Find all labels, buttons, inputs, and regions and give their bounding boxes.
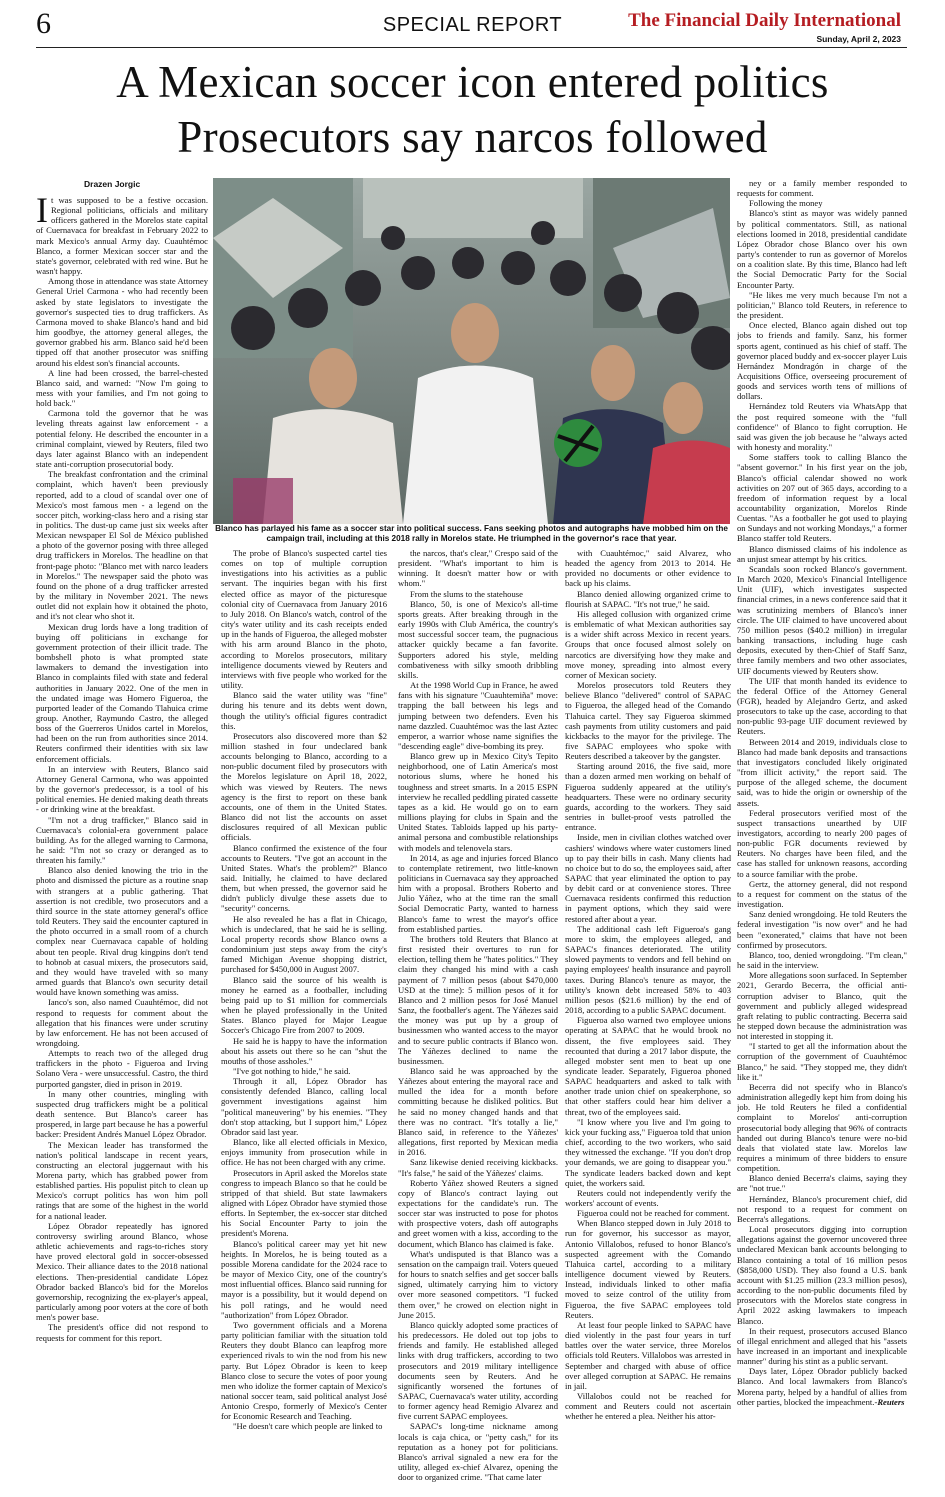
- paragraph: Blanco denied allowing organized crime to flourish at SAPAC. "It's not true," he said.: [565, 588, 731, 609]
- paragraph: Some staffers took to calling Blanco the "absent governor." In his first year on the job, Blanco's official calendar showed no work activities on 207 out of 365 days, according to a freedom of information request by a local accountability organization, Morelos Rinde Cuentas. "As a footballer he got used to playing on Sundays and not working Mondays," a former Blanco staffer told Reuters.: [737, 452, 907, 544]
- paragraph: Roberto Yáñez showed Reuters a signed copy of Blanco's contract laying out expectations for the candidate's run. The soccer star was instructed to pose for photos with prospective voters, dash off autographs and greet women with a kiss, according to the document, which Blanco has claimed is fake.: [398, 1177, 558, 1249]
- paragraph: The additional cash left Figueroa's gang more to skim, the employees alleged, and SAPAC's finances deteriorated. The utility slowed payments to vendors and fell behind on paying employees' health insurance and payroll taxes. During Blanco's tenure as mayor, the utility's known debt increased 58% to 403 million pesos ($21.6 million) by the end of 2018, according to a public SAPAC document.: [565, 923, 731, 1016]
- paragraph: His alleged collusion with organized crime is emblematic of what Mexican authorities say is a wider shift across Mexico in recent years. Groups that once focused almost solely on narcotics are diversifying how they make and move money, spreading into almost every corner of Mexican society.: [565, 608, 731, 680]
- section-label: SPECIAL REPORT: [382, 14, 563, 36]
- article-column-3: [398, 548, 558, 1495]
- paragraph: "I know where you live and I'm going to kick your fucking ass," Figueroa told that union chief, according to the two workers, who said they witnessed the exchange. "If you don't drop your demands, we are going to disappear you." The syndicate leaders backed down and kept quiet, the workers said.: [565, 1116, 731, 1188]
- article-signature: Reuters: [877, 1396, 905, 1407]
- paragraph: The breakfast confrontation and the criminal complaint, which haven't been previously reported, add to a cloud of scandal over one of Mexico's most famous men - a legend on the soccer pitch, working-class hero and a rising star in politics. The dust-up came just six weeks after Mexican newspaper El Sol de México published a photo of the governor posing with three alleged drug traffickers in Morelos. The headline on that front-page photo: "Blanco met with narco leaders in Morelos." The newspaper said the photo was found on the phone of a drug trafficker arrested by the military in November 2021. The news outlet did not explain how it obtained the photo, and it's not clear who shot it.: [36, 469, 208, 622]
- paragraph: Prosecutors also discovered more than $2 million stashed in four undeclared bank accounts belonging to Blanco, according to a non-public document filed by prosecutors with the Morelos legislature on April 18, 2022, which was viewed by Reuters. The news agency is the first to report on these bank accounts, one of them in the United States. Blanco did not list the accounts on asset disclosures required of all Mexican public officials.: [221, 730, 387, 843]
- paragraph: Figueroa could not be reached for comment.: [577, 1208, 730, 1219]
- paragraph: The president's office did not respond to requests for comment for this report.: [36, 1322, 208, 1343]
- paragraph: Local prosecutors digging into corruption allegations against the governor uncovered three undeclared Mexican bank accounts belonging to Blanco containing a total of 16 million pesos ($858,000 USD). They also found a U.S. bank account with $1.25 million (23.3 million pesos), according to the non-public documents filed by prosecutors with the Morelos state congress in April 2022 asking lawmakers to impeach Blanco.: [737, 1224, 907, 1326]
- paragraph: Gertz, the attorney general, did not respond to a request for comment on the status of the investigation.: [737, 878, 907, 910]
- paragraph: Blanco said the source of his wealth is money he earned as a footballer, including being paid up to $1 million for commercials when he played professionally in the United States. Blanco played for Major League Soccer's Chicago Fire from 2007 to 2009.: [221, 974, 387, 1036]
- paragraph: Ianco's son, also named Cuauhtémoc, did not respond to requests for comment about the allegation that his finances were under scrutiny by law enforcement. He has not been accused of wrongdoing.: [36, 997, 208, 1048]
- headline-line-1: A Mexican soccer icon entered politics: [116, 57, 829, 107]
- issue-date: Sunday, April 2, 2023: [816, 34, 901, 44]
- paragraph: Blanco, 50, is one of Mexico's all-time sports greats. After breaking through in the early 1990s with Club América, the country's most successful soccer team, the pugnacious attacker quickly became a fan favorite. Supporters adored his style, melding combativeness with silky smooth dribbling skills.: [398, 598, 558, 680]
- headline-line-2: Prosecutors say narcos followed: [177, 112, 768, 162]
- newspaper-masthead: The Financial Daily International: [628, 10, 901, 31]
- paragraph: Inside, men in civilian clothes watched over cashiers' windows where water customers lined up to pay their bills in cash. Many clients had no choice but to do so, the employees said, after SAPAC that year eliminated the option to pay by debit card or at convenience stores. Three Cuernavaca residents confirmed this reduction in payment options, which they said were restored after about a year.: [565, 832, 731, 924]
- paragraph: Blanco said the water utility was "fine" during his tenure and its debts went down, though the utility's official figures contradict this.: [221, 690, 387, 731]
- paragraph: Reuters could not independently verify the workers' account of events.: [565, 1187, 731, 1208]
- paragraph: with Cuauhtémoc," said Alvarez, who headed the agency from 2013 to 2014. He provided no documents or other evidence to back up his claims.: [565, 548, 731, 589]
- paragraph: Attempts to reach two of the alleged drug traffickers in the photo - Figueroa and Irving Solano Vera - were unsuccessful. Castro, the third purported gangster, died in prison in 2019.: [36, 1048, 208, 1089]
- paragraph: Starting around 2016, the five said, more than a dozen armed men working on behalf of Figueroa suddenly appeared at the utility's headquarters. These were no ordinary security guards, according to the workers. They said sentries in bullet-proof vests patrolled the entrance.: [565, 761, 731, 833]
- paragraph: Blanco also denied knowing the trio in the photo and dismissed the picture as a routine snap with strangers at a public gathering. That assertion is not credible, two prosecutors and a third source in the state attorney general's office told Reuters. They said the encounter captured in the photo occurred in a small room of a church complex near Cuernavaca capable of holding about ten people. Rival drug kingpins don't tend to hobnob at casual mixers, the prosecutors said, and they would have traveled with so many armed guards that Blanco's own security detail would have known something was amiss.: [36, 865, 208, 998]
- paragraph: the narcos, that's clear," Crespo said of the president. "What's important to him is winning. It doesn't matter how or with whom.": [398, 548, 558, 589]
- paragraph: "I started to get all the information about the corruption of the government of Cuauhtémoc Blanco," he said. "They stopped me, they didn't like it.": [737, 1041, 907, 1082]
- article-column-2: [221, 548, 387, 1495]
- paragraph: Sanz likewise denied receiving kickbacks. "It's false," he said of the Yáñezes' claims.: [398, 1157, 558, 1178]
- rally-photo-illustration: [213, 178, 730, 524]
- photo-caption: Blanco has parlayed his fame as a soccer star into political success. Fans seeking photos and autographs have mobbed him on the campaign trail, including at this 2018 rally in Morelos state. He triumphed in the governor's race that year.: [215, 524, 728, 543]
- rally-photo: [213, 178, 730, 524]
- paragraph: When Blanco stepped down in July 2018 to run for governor, his successor as mayor, Antonio Villalobos, refused to honor Blanco's suspected agreement with the Comando Tlahuica cartel, according to a military intelligence document viewed by Reuters. Instead, individuals linked to other mafia moved to seize control of the utility from Figueroa, the five SAPAC employees told Reuters.: [565, 1218, 731, 1320]
- paragraph: From the slums to the statehouse: [410, 588, 523, 599]
- paragraph: Among those in attendance was state Attorney General Uriel Carmona - who had recently been asked by state legislators to investigate the governor's suspected ties to drug traffickers. As Carmona moved to shake Blanco's hand and bid him goodbye, the attorney general alleges, the governor grabbed his arm. Blanco said he'd been tipped off that another prosecutor was sniffing around his eldest son's financial accounts.: [36, 276, 208, 368]
- paragraph: What's undisputed is that Blanco was a sensation on the campaign trail. Voters queued for hours to snatch selfies and get soccer balls signed, ultimately carrying him to victory over more seasoned competitors. "I fucked them over," he crowed on election night in June 2015.: [398, 1248, 558, 1320]
- paragraph: At the 1998 World Cup in France, he awed fans with his signature "Cuauhtemiña" move: trapping the ball between his legs and jumping between two defenders. Even his name dazzled. Cuauhtémoc was the last Aztec emperor, a warrior whose name signifies the "descending eagle" dive-bombing its prey.: [398, 680, 558, 751]
- paragraph: The Mexican leader has transformed the nation's political landscape in recent years, constructing an electoral juggernaut with his Morena party, which has grabbed power from established parties. His populist pitch to clean up Mexico's corrupt politics has won him poll ratings that are some of the highest in the world for a national leader.: [36, 1139, 208, 1221]
- paragraph: It was supposed to be a festive occasion. Regional politicians, officials and military officers gathered in the Morelos state capital of Cuernavaca for breakfast in February 2022 to mark Mexico's annual Army day. Cuauhtémoc Blanco, a former Mexican soccer star and the state's governor, celebrated with red wine. But he wasn't happy.: [36, 195, 208, 277]
- paragraph: López Obrador repeatedly has ignored controversy swirling around Blanco, whose athletic achievements and rags-to-riches story have proved electoral gold in soccer-obsessed Mexico. Their alliance dates to the 2018 national elections. Then-presidential candidate López Obrador backed Blanco's bid for the Morelos governorship, recognizing the ex-player's appeal, particularly among poor voters at the core of both men's power base.: [36, 1220, 208, 1323]
- paragraph: The UIF that month handed its evidence to the federal Office of the Attorney General (FGR), headed by Alejandro Gertz, and asked prosecutors to take up the case, according to that non-public 93-page UIF document reviewed by Reuters.: [737, 675, 907, 737]
- paragraph: Days later, López Obrador publicly backed Blanco. And local lawmakers from Blanco's Morena party, helped by a handful of allies from other parties, blocked the impeachment.-Reuters: [737, 1366, 907, 1407]
- drop-cap: I: [36, 195, 48, 230]
- paragraph: In many other countries, mingling with suspected drug traffickers might be a political death sentence. But Blanco's career has prospered, in large part because he has a powerful backer: President Andrés Manuel López Obrador.: [36, 1088, 208, 1140]
- paragraph: Blanco, like all elected officials in Mexico, enjoys immunity from prosecution while in office. He has not been charged with any crime.: [221, 1137, 387, 1168]
- paragraph: ney or a family member responded to requests for comment.: [737, 178, 907, 199]
- paragraph: Sanz denied wrongdoing. He told Reuters the federal investigation "is now over" and he had been "exonerated," claims that have not been confirmed by prosecutors.: [737, 909, 907, 950]
- paragraph: Morelos prosecutors told Reuters they believe Blanco "delivered" control of SAPAC to Figueroa, the alleged head of the Comando Tlahuica cartel. They say Figueroa skimmed cash payments from utility customers and paid kickbacks to the mayor for the privilege. The five SAPAC employees who spoke with Reuters described a takeover by the gangster.: [565, 680, 731, 762]
- paragraph: Federal prosecutors verified most of the suspect transactions unearthed by UIF investigators, according to nearly 200 pages of non-public FGR documents reviewed by Reuters. No charges have been filed, and the case has stalled for unknown reasons, according to a source familiar with the probe.: [737, 807, 907, 879]
- paragraph: SAPAC's long-time nickname among locals is caja chica, or "petty cash," for its reputation as a honey pot for politicians. Blanco's arrival signaled a new era for the utility, alleged ex-chief Alvarez, opening the door to organized crime. "That came later: [398, 1421, 558, 1483]
- paragraph: Figueroa also warned two employee unions operating at SAPAC that he would brook no dissent, the five employees said. They recounted that during a 2017 labor dispute, the alleged mobster sent men to beat up one syndicate leader. Separately, Figueroa phoned SAPAC headquarters and asked to talk with another trade union chief on speakerphone, so that other staffers could hear him deliver a threat, two of the employees said.: [565, 1015, 731, 1117]
- paragraph: Hernández, Blanco's procurement chief, did not respond to a request for comment on Becerra's allegations.: [737, 1193, 907, 1224]
- paragraph: Blanco grew up in Mexico City's Tepito neighborhood, one of Latin America's most notorious slums, where he honed his toughness and street smarts. In a 2015 ESPN interview he recalled peddling pirated cassette tapes as a kid. He would go on to earn millions playing for clubs in Spain and the United States. Tabloids lapped up his party-animal persona and combustible relationships with models and telenovela stars.: [398, 751, 558, 853]
- paragraph: Blanco confirmed the existence of the four accounts to Reuters. "I've got an account in the United States. What's the problem?" Blanco said. Initially, he claimed to have declared them, but when pressed, the governor said he didn't publicly divulge these assets due to "security" concerns.: [221, 842, 387, 914]
- paragraph: Between 2014 and 2019, individuals close to Blanco had made bank deposits and transactions that investigators concluded likely originated "from illicit activity," the report said. The purpose of the alleged scheme, the document said, was to hide the origin or ownership of the assets.: [737, 736, 907, 808]
- paragraph: He said he is happy to have the information about his assets out there so he can "shut the mouths of those assholes.": [221, 1035, 387, 1066]
- paragraph: Carmona told the governor that he was leveling threats against law enforcement - a potential felony. He described the encounter in a criminal complaint, viewed by Reuters, filed two days later against Blanco with an independent state anti-corruption prosecutorial body.: [36, 408, 208, 470]
- paragraph: At least four people linked to SAPAC have died violently in the past four years in turf battles over the water service, three Morelos officials told Reuters. Villalobos was arrested in September and charged with abuse of office over alleged corruption at SAPAC. He remains in jail.: [565, 1319, 731, 1391]
- paragraph: Following the money: [749, 198, 823, 209]
- article-column-4: [565, 548, 731, 1495]
- paragraph: More allegations soon surfaced. In September 2021, Gerardo Becerra, the official anti-corruption adviser to Blanco, quit the government and publicly alleged widespread graft relating to public contracting. Becerra said he stepped down because the administration was not interested in stopping it.: [737, 970, 907, 1042]
- paragraph: The brothers told Reuters that Blanco at first resisted their overtures to run for election, telling them he "hates politics." They claim they changed his mind with a cash payment of 7 million pesos (about $470,000 USD at the time): 5 million pesos of it for Blanco and 2 million pesos for José Manuel Sanz, the footballer's agent. The Yáñezes said the money was put up by a group of businessmen who wanted access to the mayor and to secure public contracts if Blanco won. The Yáñezes declined to name the businessmen.: [398, 933, 558, 1066]
- page-header: [0, 0, 945, 48]
- paragraph: In an interview with Reuters, Blanco said Attorney General Carmona, who was appointed by the governor's predecessor, is a tool of his political enemies. He denied making death threats - or drinking wine at the breakfast.: [36, 763, 208, 815]
- paragraph: Becerra did not specify who in Blanco's administration allegedly kept him from doing his job. He told Reuters he filed a confidential complaint to Morelos' anti-corruption prosecutorial body alleging that 96% of contracts handed out during Blanco's tenure were no-bid deals that violated state law. Morelos law requires a minimum of three bidders to ensure competition.: [737, 1081, 907, 1174]
- page-number: 6: [36, 7, 51, 40]
- paragraph: Two government officials and a Morena party politician familiar with the situation told Reuters they doubt Blanco can leapfrog more experienced rivals to win the nod from his new party. But López Obrador is keen to keep Blanco close to secure the votes of poor young men who idolize the former captain of Mexico's national soccer team, said political analyst José Antonio Crespo, formerly of Mexico's Center for Economic Research and Teaching.: [221, 1319, 387, 1422]
- paragraph: Blanco, too, denied wrongdoing. "I'm clean," he said in the interview.: [737, 949, 907, 971]
- byline: Drazen Jorgic: [84, 179, 141, 189]
- article-column-5: [737, 178, 907, 1495]
- paragraph: Scandals soon rocked Blanco's government. In March 2020, Mexico's Financial Intelligence Unit (UIF), which investigates suspected financial crimes, in a news conference said that it was scrutinizing members of Blanco's inner circle. The UIF claimed to have uncovered about 750 million pesos ($40.2 million) in irregular banking transactions, including huge cash deposits, executed by then-Chief of Staff Sanz, three family members and two other associates, UIF documents viewed by Reuters show.: [737, 563, 907, 676]
- header-rule: [36, 47, 907, 48]
- paragraph: In 2014, as age and injuries forced Blanco to contemplate retirement, two little-known politicians in Cuernavaca say they approached him with a proposal. Brothers Roberto and Julio Yáñez, who at the time ran the small Social Democratic Party, wanted to harness Blanco's fame to wrest the mayor's office from established parties.: [398, 852, 558, 934]
- paragraph: Blanco denied Becerra's claims, saying they are "not true.": [737, 1173, 907, 1194]
- paragraph: Through it all, López Obrador has consistently defended Blanco, calling local government investigations against him "political maneuvering" by his enemies. "They don't stop attacking, but I support him," López Obrador said last year.: [221, 1076, 387, 1137]
- paragraph: Blanco's political career may yet hit new heights. In Morelos, he is being touted as a possible Morena candidate for the 2024 race to be mayor of Mexico City, one of the country's most influential offices. Blanco said running for mayor is a possibility, but it would depend on his poll ratings, and he would need "authorization" from López Obrador.: [221, 1238, 387, 1320]
- paragraph: Once elected, Blanco again dished out top jobs to friends and family. Sanz, his former sports agent, continued as his chief of staff. The governor placed buddy and ex-soccer player Luis Hernández Mondragón in charge of the Acquisitions Office, overseeing procurement of goods and services worth tens of millions of dollars.: [737, 320, 907, 402]
- paragraph: Hernández told Reuters via WhatsApp that the post required someone with the "full confidence" of Blanco to fight corruption. He said was given the job because he "always acted with honesty and morality.": [737, 401, 907, 453]
- paragraph: In their request, prosecutors accused Blanco of illegal enrichment and alleged that his "assets have increased in an important and inexplicable manner" during his stint as a public servant.: [737, 1325, 907, 1367]
- paragraph: Blanco's stint as mayor was widely panned by political commentators. Still, as national elections loomed in 2018, presidential candidate López Obrador chose Blanco over his own party's contender to run as governor of Morelos on a coalition slate. By this time, Blanco had left the Social Democratic Party for the Social Encounter Party.: [737, 208, 907, 290]
- headline: [0, 55, 945, 165]
- paragraph: He also revealed he has a flat in Chicago, which is undeclared, that he said he is selling. Local property records show Blanco owns a condominium just steps away from the city's famed Michigan Avenue shopping district, purchased for $450,000 in August 2007.: [221, 913, 387, 975]
- paragraph: The probe of Blanco's suspected cartel ties comes on top of multiple corruption investigations into his activities as a public servant. The inquiries began with his first elected office as mayor of the picturesque colonial city of Cuernavaca from January 2016 to July 2018. On Blanco's watch, control of the city's water utility and its cash receipts ended up in the hands of Figueroa, the alleged mobster with his arm around Blanco in the photo, according to Morelos prosecutors, military intelligence documents viewed by Reuters and interviews with five people who worked for the utility.: [221, 548, 387, 691]
- article-column-1: [36, 195, 208, 1495]
- paragraph: "He likes me very much because I'm not a politician," Blanco told Reuters, in reference to the president.: [737, 289, 907, 321]
- paragraph: "I'm not a drug trafficker," Blanco said in Cuernavaca's colonial-era government palace building. As for the alleged warning to Carmona, he said: "I'm not so crazy or deranged as to threaten his family.": [36, 814, 208, 866]
- paragraph: Villalobos could not be reached for comment and Reuters could not ascertain whether he entered a plea. Neither his attor-: [565, 1390, 731, 1422]
- paragraph: A line had been crossed, the barrel-chested Blanco said, and warned: "Now I'm going to mess with your families, and I'm not going to hold back.": [36, 367, 208, 409]
- paragraph: Blanco quickly adopted some practices of his predecessors. He doled out top jobs to friends and family. He established alleged links with drug traffickers, according to two prosecutors and 2019 military intelligence documents seen by Reuters. And he significantly worsened the fortunes of SAPAC, Cuernavaca's water utility, according to former agency head Remigio Alvarez and five current SAPAC employees.: [398, 1319, 558, 1422]
- paragraph: Blanco said he was approached by the Yáñezes about entering the mayoral race and mulled the idea for a month before committing because he disliked politics. But he said no money changed hands and that there was no contract. "It's totally a lie," Blanco said, in reference to the Yáñezes' allegations, first reported by Mexican media in 2016.: [398, 1065, 558, 1158]
- paragraph: Prosecutors in April asked the Morelos state congress to impeach Blanco so that he could be stripped of that shield. But state lawmakers aligned with López Obrador have stymied those efforts. In September, the ex-soccer star ditched his Social Encounter Party to join the president's Morena.: [221, 1167, 387, 1239]
- paragraph: Blanco dismissed claims of his indolence as an unjust smear attempt by his critics.: [737, 543, 907, 564]
- paragraph: "I've got nothing to hide," he said.: [233, 1065, 351, 1076]
- paragraph: Mexican drug lords have a long tradition of buying off politicians in exchange for government protection of their illicit trade. The bombshell photo is what prompted state lawmakers to demand the investigation into Blanco in complaints filed with state and federal authorities in January 2022. One of the men in the undated image was Homero Figueroa, the purported leader of the Comando Tlahuica crime group. Another, Raymundo Castro, the alleged boss of the Guerreros Unidos cartel in Morelos, had been on the run from authorities since 2014. Reuters confirmed their identities with six law enforcement officials.: [36, 621, 208, 764]
- paragraph: "He doesn't care which people are linked to: [233, 1421, 383, 1432]
